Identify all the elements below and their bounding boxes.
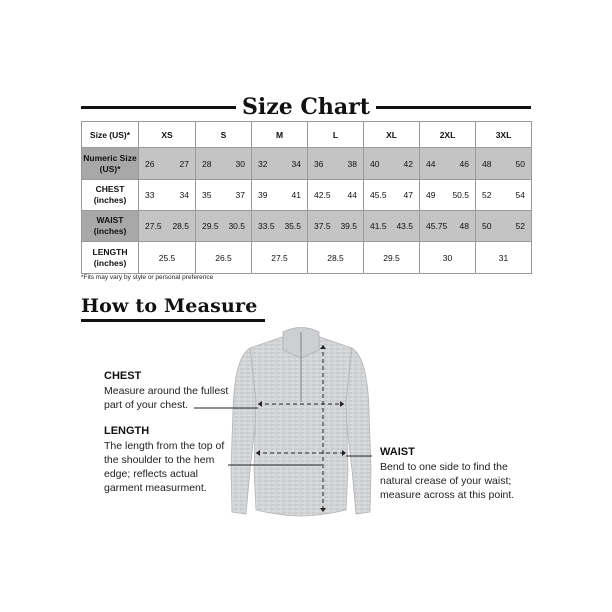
- column-header: Size (US)*: [82, 122, 139, 148]
- table-cell: 33.5: [258, 221, 275, 231]
- table-cell: 47: [403, 190, 413, 200]
- table-cell: 39: [258, 190, 268, 200]
- table-cell: 25.5: [158, 252, 176, 263]
- column-header: L: [308, 122, 364, 148]
- table-cell: 52: [482, 190, 492, 200]
- table-cell: 50: [515, 158, 525, 169]
- table-cell: 44: [426, 158, 436, 169]
- table-cell: 54: [515, 190, 525, 200]
- row-label: WAIST (inches): [82, 211, 139, 242]
- table-cell: 30: [235, 158, 245, 169]
- table-cell: 50: [482, 221, 492, 231]
- table-cell: 48: [459, 221, 469, 231]
- table-cell: 49: [426, 190, 436, 200]
- table-cell: 28.5: [327, 252, 344, 263]
- row-label: LENGTH (inches): [82, 242, 139, 274]
- table-cell: 43.5: [396, 221, 413, 231]
- column-header: XL: [364, 122, 420, 148]
- table-cell: 27: [179, 158, 189, 169]
- table-cell: 27.5: [271, 252, 288, 263]
- table-cell: 41.5: [370, 221, 387, 231]
- length-label-body: The length from the top of the shoulder to the hem edge; reflects actual garment measurment.: [104, 440, 225, 494]
- row-label: CHEST (inches): [82, 180, 139, 211]
- table-cell: 28.5: [172, 221, 189, 231]
- table-cell: 39.5: [340, 221, 357, 231]
- table-cell: 46: [459, 158, 469, 169]
- table-cell: 26: [145, 158, 155, 169]
- row-label: Numeric Size (US)*: [82, 148, 139, 180]
- table-cell: 37.5: [314, 221, 331, 231]
- table-cell: 33: [145, 190, 155, 200]
- length-label-title: LENGTH: [104, 425, 150, 437]
- size-chart-title: Size Chart: [236, 94, 376, 120]
- table-cell: 41: [291, 190, 301, 200]
- table-cell: 36: [314, 158, 324, 169]
- table-cell: 50.5: [452, 190, 469, 200]
- table-cell: 52: [515, 221, 525, 231]
- chest-label-body: Measure around the fullest part of your chest.: [104, 385, 229, 411]
- table-cell: 29.5: [383, 252, 400, 263]
- table-cell: 28: [202, 158, 212, 169]
- column-header: 2XL: [420, 122, 476, 148]
- table-cell: 42.5: [314, 190, 331, 200]
- table-cell: 30.5: [228, 221, 245, 231]
- table-cell: 45.5: [370, 190, 387, 200]
- table-cell: 35.5: [284, 221, 301, 231]
- table-cell: 34: [291, 158, 301, 169]
- table-cell: 37: [235, 190, 245, 200]
- table-cell: 30: [442, 252, 453, 263]
- waist-label-title: WAIST: [380, 446, 415, 458]
- table-cell: 31: [498, 252, 509, 263]
- how-to-measure-title: How to Measure: [81, 295, 258, 317]
- waist-label-body: Bend to one side to find the natural crease of your waist; measure across at this point.: [380, 461, 515, 501]
- table-cell: 27.5: [145, 221, 162, 231]
- table-cell: 35: [202, 190, 212, 200]
- table-cell: 38: [347, 158, 357, 169]
- table-cell: 40: [370, 158, 380, 169]
- fit-note: *Fits may vary by style or personal preference: [81, 274, 214, 281]
- chest-label-title: CHEST: [104, 370, 142, 382]
- table-cell: 42: [403, 158, 413, 169]
- column-header: XS: [139, 122, 196, 148]
- column-header: M: [252, 122, 308, 148]
- table-cell: 45.75: [426, 221, 448, 231]
- column-header: 3XL: [476, 122, 532, 148]
- table-cell: 29.5: [202, 221, 219, 231]
- table-cell: 44: [347, 190, 357, 200]
- table-cell: 34: [179, 190, 189, 200]
- column-header: S: [196, 122, 252, 148]
- table-cell: 48: [482, 158, 492, 169]
- table-cell: 32: [258, 158, 268, 169]
- table-cell: 26.5: [215, 252, 232, 263]
